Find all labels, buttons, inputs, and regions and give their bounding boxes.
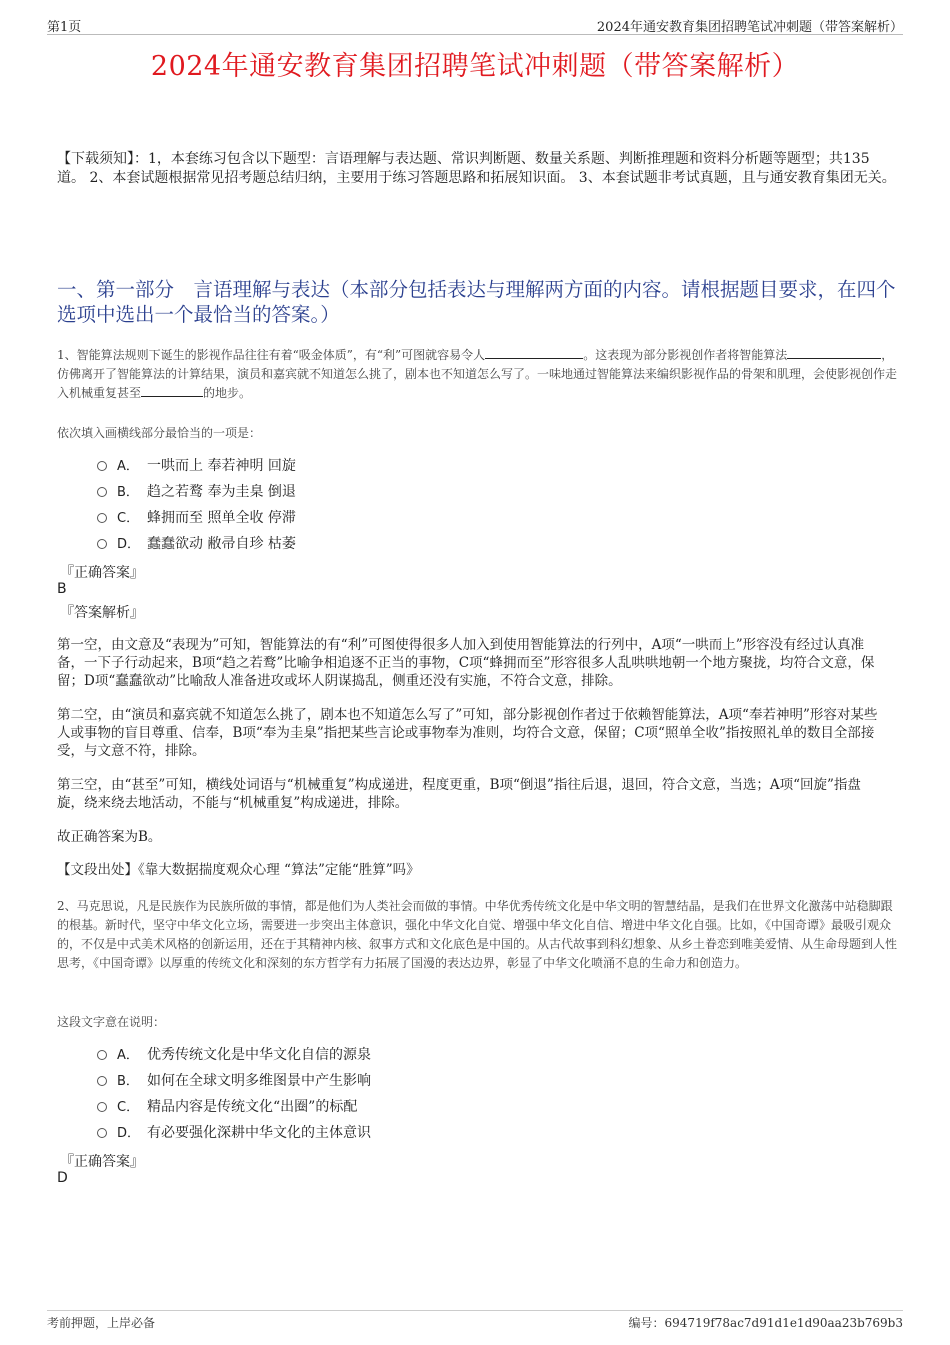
radio-icon[interactable] (97, 1050, 107, 1060)
question-1-prompt: 依次填入画横线部分最恰当的一项是： (57, 426, 262, 440)
radio-icon[interactable] (97, 1076, 107, 1086)
radio-icon[interactable] (97, 1128, 107, 1138)
radio-icon[interactable] (97, 487, 107, 497)
header-doc-title: 2024年通安教育集团招聘笔试冲刺题（带答案解析） (596, 20, 903, 35)
analysis-label: 『答案解析』 (60, 605, 144, 621)
option-b[interactable]: B． 趋之若鹜 奉为圭臬 倒退 (97, 482, 296, 502)
question-2-prompt: 这段文字意在说明： (57, 1015, 166, 1029)
answer-blank (485, 346, 583, 359)
page-number: 第1页 (47, 20, 82, 35)
page-header (47, 14, 903, 35)
correct-answer-label: 『正确答案』 (60, 1154, 144, 1170)
option-c[interactable]: C． 精品内容是传统文化“出圈”的标配 (97, 1097, 357, 1117)
question-1-text: 1、智能算法规则下诞生的影视作品往往有着“吸金体质”，有“利”可图就容易令人 。这表现为部分影视创作者将智能算法 ，仿佛离开了智能算法的计算结果，演员和嘉宾就不知道怎么挑了，剧本也不知道怎么写了。一味地通过智能算法来编织影视作品的骨架和肌理，会使影视创作走入机械重复甚至 的地步。 (57, 348, 898, 400)
analysis-paragraph-1: 第一空，由文意及“表现为”可知，智能算法的有“利”可图使得很多人加入到使用智能算法的行列中，A项“一哄而上”形容没有经过认真准备，一下子行动起来，B项“趋之若鹜”比喻争相追逐不正当的事物，C项“蜂拥而至”形容很多人乱哄哄地朝一个地方聚拢，均符合文意，保留；D项“蠢蠢欲动”比喻敌人准备进攻或坏人阴谋捣乱，侧重还没有实施，不符合文意，排除。 (57, 637, 875, 689)
footer-divider (47, 1310, 903, 1311)
correct-answer: B (57, 581, 67, 597)
passage-source: 【文段出处】《靠大数据揣度观众心理 “算法”定能“胜算”吗》 (57, 862, 420, 878)
section-heading: 一、第一部分 言语理解与表达（本部分包括表达与理解两方面的内容。请根据题目要求，在四个选项中选出一个最恰当的答案。） (57, 278, 896, 326)
radio-icon[interactable] (97, 1102, 107, 1112)
option-a[interactable]: A． 优秀传统文化是中华文化自信的源泉 (97, 1045, 371, 1065)
footer-slogan: 考前押题，上岸必备 (47, 1316, 156, 1330)
analysis-paragraph-2: 第二空，由“演员和嘉宾就不知道怎么挑了，剧本也不知道怎么写了”可知，部分影视创作者过于依赖智能算法，A项“奉若神明”形容对某些人或事物的盲目尊重、信奉，B项“奉为圭臬”指把某些言论或事物奉为准则，均符合文意，保留；C项“照单全收”指按照礼单的数目全部接受，与文意不符，排除。 (57, 707, 878, 759)
radio-icon[interactable] (97, 461, 107, 471)
analysis-conclusion: 故正确答案为B。 (57, 829, 162, 845)
option-c[interactable]: C． 蜂拥而至 照单全收 停滞 (97, 508, 296, 528)
answer-blank (787, 346, 881, 359)
option-b[interactable]: B． 如何在全球文明多维图景中产生影响 (97, 1071, 371, 1091)
download-notice: 【下载须知】：1，本套练习包含以下题型：言语理解与表达题、常识判断题、数量关系题、判断推理题和资料分析题等题型；共135道。 2、本套试题根据常见招考题总结归纳，主要用于练习答题思路和拓展知识面。 3、本套试题非考试真题，且与通安教育集团无关。 (57, 151, 896, 186)
option-d[interactable]: D． 蠢蠢欲动 敝帚自珍 枯萎 (97, 534, 296, 554)
correct-answer-label: 『正确答案』 (60, 565, 144, 581)
document-title: 2024年通安教育集团招聘笔试冲刺题（带答案解析） (150, 51, 800, 82)
analysis-paragraph-3: 第三空，由“甚至”可知，横线处词语与“机械重复”构成递进，程度更重，B项“倒退”指往后退，退回，符合文意，当选；A项“回旋”指盘旋，绕来绕去地活动，不能与“机械重复”构成递进，排除。 (57, 777, 861, 811)
radio-icon[interactable] (97, 513, 107, 523)
question-2-text: 2、马克思说，凡是民族作为民族所做的事情，都是他们为人类社会而做的事情。中华优秀传统文化是中华文明的智慧结晶，是我们在世界文化激荡中站稳脚跟的根基。新时代，坚守中华文化立场，需要进一步突出主体意识，强化中华文化自觉、增强中华文化自信、增进中华文化自强。比如，《中国奇谭》最吸引观众的，不仅是中式美术风格的创新运用，还在于其精神内核、叙事方式和文化底色是中国的。从古代故事到科幻想象、从乡土眷恋到唯美爱情、从生命母题到人性思考，《中国奇谭》以厚重的传统文化和深刻的东方哲学有力拓展了国漫的表达边界，彰显了中华文化喷涌不息的生命力和创造力。 (57, 899, 898, 970)
option-d[interactable]: D． 有必要强化深耕中华文化的主体意识 (97, 1123, 371, 1143)
answer-blank (141, 384, 203, 397)
option-a[interactable]: A． 一哄而上 奉若神明 回旋 (97, 456, 296, 476)
radio-icon[interactable] (97, 539, 107, 549)
document-id: 编号：694719f78ac7d91d1e1d90aa23b769b3 (628, 1316, 903, 1330)
correct-answer: D (57, 1170, 68, 1186)
